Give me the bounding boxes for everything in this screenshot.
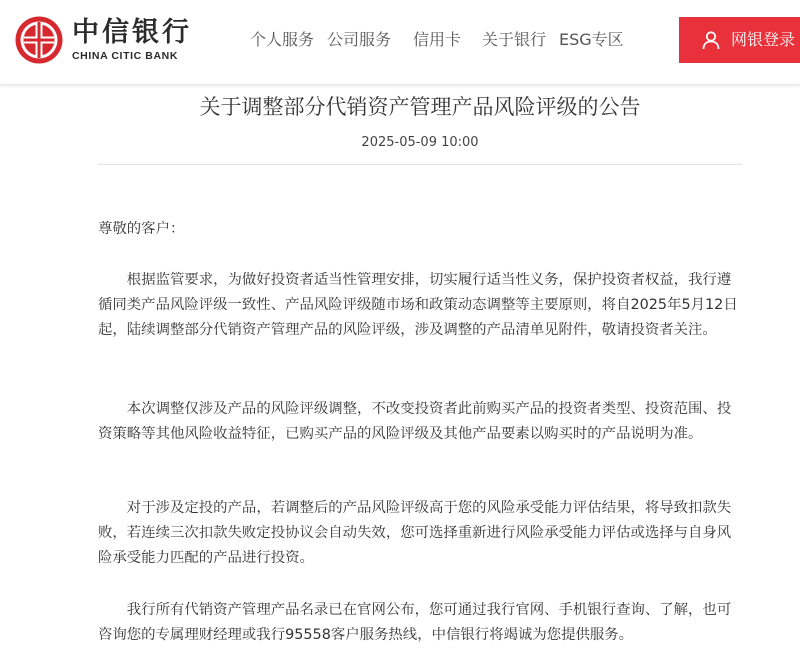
nav-credit-card[interactable]: 信用卡: [413, 30, 462, 49]
user-icon: [701, 30, 721, 50]
logo-text: [72, 18, 192, 63]
site-header: [0, 0, 800, 85]
paragraph-2: 本次调整仅涉及产品的风险评级调整，不改变投资者此前购买产品的投资者类型、投资范围、投资策略等其他风险收益特征，已购买产品的风险评级及其他产品要素以购买时的产品说明为准。: [98, 401, 732, 442]
nav-esg[interactable]: ESG专区: [559, 30, 624, 49]
paragraph-1: 根据监管要求，为做好投资者适当性管理安排，切实履行适当性义务，保护投资者权益，我行遵循同类产品风险评级一致性、产品风险评级随市场和政策动态调整等主要原则，将自2025年5月12日起，陆续调整部分代销资产管理产品的风险评级，涉及调整的产品清单见附件，敬请投资者关注。: [98, 272, 738, 338]
title-divider: [98, 164, 742, 165]
logo-cn-name: 中信银行: [72, 16, 192, 48]
nav-corporate[interactable]: 公司服务: [327, 30, 392, 49]
logo-en-name: CHINA CITIC BANK: [72, 49, 179, 62]
nav-about[interactable]: 关于银行: [482, 30, 547, 49]
article-title: 关于调整部分代销资产管理产品风险评级的公告: [199, 95, 641, 119]
nav-personal[interactable]: 个人服务: [250, 30, 315, 49]
paragraph-3: 对于涉及定投的产品，若调整后的产品风险评级高于您的风险承受能力评估结果，将导致扣款失败，若连续三次扣款失败定投协议会自动失效，您可选择重新进行风险承受能力评估或选择与自身风险承受能力匹配的产品进行投资。: [98, 500, 732, 566]
online-banking-login-button[interactable]: [679, 17, 800, 63]
login-label: 网银登录: [731, 30, 796, 49]
bank-logo[interactable]: [14, 14, 192, 66]
paragraph-4: 我行所有代销资产管理产品名录已在官网公布，您可通过我行官网、手机银行查询、了解，也可咨询您的专属理财经理或我行95558客户服务热线，中信银行将竭诚为您提供服务。: [98, 602, 732, 643]
greeting: 尊敬的客户：: [98, 221, 185, 237]
citic-logo-icon: [14, 15, 64, 65]
article-date: 2025-05-09 10:00: [361, 135, 479, 150]
